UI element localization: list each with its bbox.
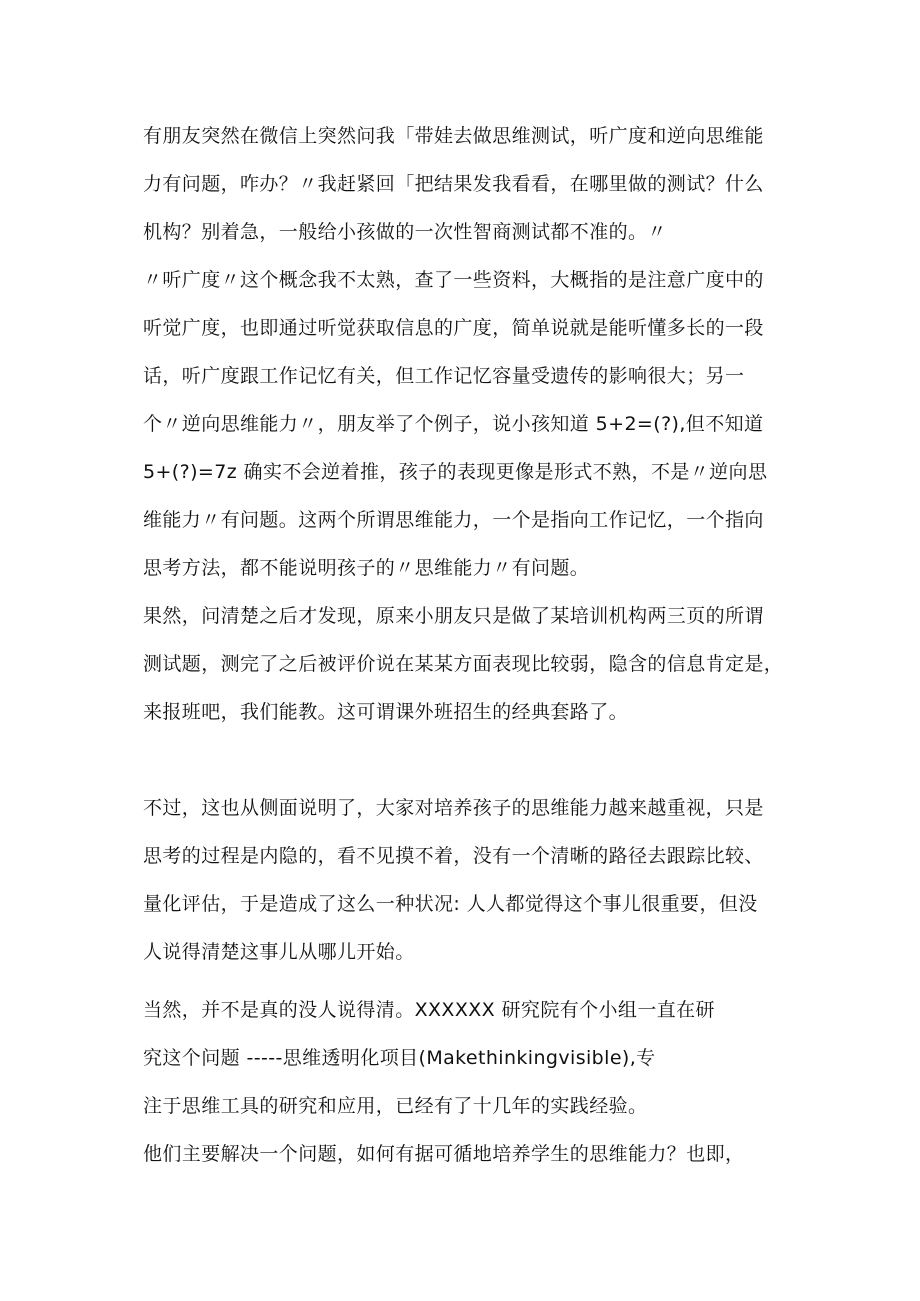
text-line-9: 维能力〃有问题。这两个所谓思维能力，一个是指向工作记忆，一个指向	[143, 509, 764, 531]
text-line-19: 究这个问题 -----思维透明化项目(Makethinkingvisible),专	[143, 1047, 656, 1069]
text-line-13: 来报班吧，我们能教。这可谓课外班招生的经典套路了。	[143, 701, 629, 723]
text-line-11: 果然，问清楚之后才发现，原来小朋友只是做了某培训机构两三页的所谓	[143, 605, 764, 627]
text-line-4: 〃听广度〃这个概念我不太熟，查了一些资料，大概指的是注意广度中的	[143, 269, 764, 291]
text-line-8: 5+(?)=7z 确实不会逆着推，孩子的表现更像是形式不熟，不是〃逆向思	[143, 461, 768, 483]
text-line-17: 人说得清楚这事儿从哪儿开始。	[143, 941, 415, 963]
text-line-14: 不过，这也从侧面说明了，大家对培养孩子的思维能力越来越重视，只是	[143, 797, 764, 819]
text-line-3: 机构？别着急，一般给小孩做的一次性智商测试都不准的。〃	[143, 221, 667, 243]
text-line-1: 有朋友突然在微信上突然问我「带娃去做思维测试，听广度和逆向思维能	[143, 125, 764, 147]
text-line-21: 他们主要解决一个问题，如何有据可循地培养学生的思维能力？也即，	[143, 1143, 745, 1165]
text-line-15: 思考的过程是内隐的，看不见摸不着，没有一个清晰的路径去跟踪比较、	[143, 845, 764, 867]
text-line-12: 测试题，测完了之后被评价说在某某方面表现比较弱，隐含的信息肯定是，	[143, 653, 784, 675]
text-line-16: 量化评估，于是造成了这么一种状况: 人人都觉得这个事儿很重要，但没	[143, 893, 758, 915]
text-line-5: 听觉广度，也即通过听觉获取信息的广度，简单说就是能听懂多长的一段	[143, 317, 764, 339]
text-line-20: 注于思维工具的研究和应用，已经有了十几年的实践经验。	[143, 1095, 648, 1117]
text-line-2: 力有问题，咋办？〃我赶紧回「把结果发我看看，在哪里做的测试？什么	[143, 173, 764, 195]
text-line-7: 个〃逆向思维能力〃，朋友举了个例子，说小孩知道 5+2=(?),但不知道	[143, 413, 764, 435]
text-line-10: 思考方法，都不能说明孩子的〃思维能力〃有问题。	[143, 557, 590, 579]
text-line-6: 话，听广度跟工作记忆有关，但工作记忆容量受遗传的影响很大；另一	[143, 365, 745, 387]
text-line-18: 当然，并不是真的没人说得清。XXXXXX 研究院有个小组一直在研	[143, 999, 715, 1021]
